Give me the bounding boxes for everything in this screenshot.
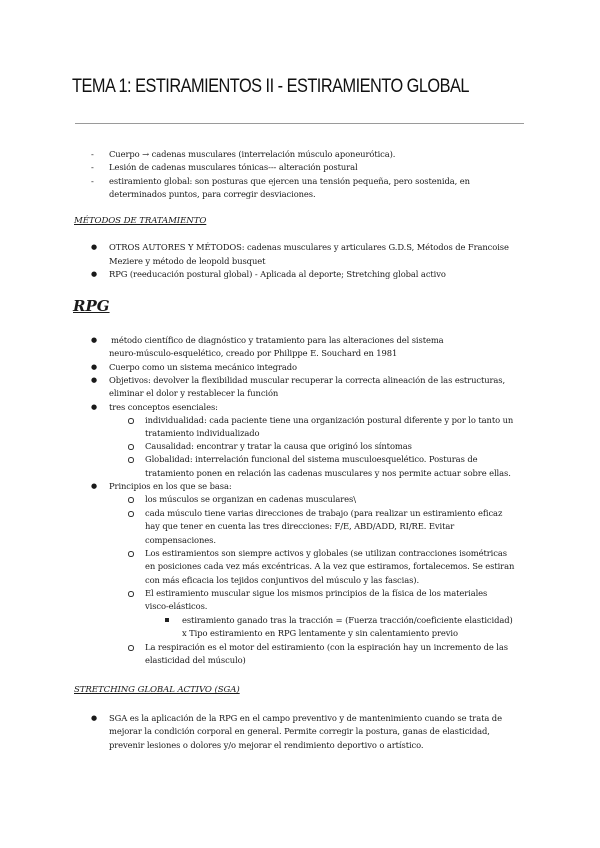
bullet-marker: ● bbox=[91, 363, 98, 371]
sga-line: SGA es la aplicación de la RPG en el campo preventivo y de mantenimiento cuando se trata de bbox=[109, 713, 502, 723]
rpg-line: en posiciones cada vez más excéntricas. A la vez que estiramos, fortalecemos. Se estiran bbox=[145, 561, 515, 571]
metodos-line: Meziere y método de leopold busquet bbox=[109, 256, 266, 266]
sga-line: mejorar la condición corporal en general. Permite corregir la postura, ganas de elasticidad, bbox=[109, 726, 490, 736]
circle-bullet-marker bbox=[128, 551, 134, 557]
rpg-line: estiramiento ganado tras la tracción = (Fuerza tracción/coeficiente elasticidad) bbox=[182, 615, 513, 625]
intro-line: determinados puntos, para corregir desviaciones. bbox=[109, 189, 316, 199]
rpg-line: tres conceptos esenciales: bbox=[109, 402, 218, 412]
rpg-line: método científico de diagnóstico y tratamiento para las alteraciones del sistema bbox=[111, 335, 444, 345]
circle-bullet-marker bbox=[128, 511, 134, 517]
rpg-line: Los estiramientos son siempre activos y globales (se utilizan contracciones isométricas bbox=[145, 548, 507, 558]
rpg-line: los músculos se organizan en cadenas musculares\ bbox=[145, 494, 356, 504]
intro-line: estiramiento global: son posturas que ejercen una tensión pequeña, pero sostenida, en bbox=[109, 176, 470, 186]
metodos-line: RPG (reeducación postural global) - Aplicada al deporte; Stretching global activo bbox=[109, 269, 446, 279]
circle-bullet-marker bbox=[128, 418, 134, 424]
rpg-line: visco-elásticos. bbox=[145, 601, 208, 611]
rpg-line: tratamiento ponen en relación las cadenas musculares y nos permite actuar sobre ellas. bbox=[145, 468, 511, 478]
document-title: TEMA 1: ESTIRAMIENTOS II - ESTIRAMIENTO GLOBAL bbox=[72, 76, 469, 97]
rpg-line: hay que tener en cuenta las tres direcciones: F/E, ABD/ADD, RI/RE. Evitar bbox=[145, 521, 455, 531]
rpg-line: con más eficacia los tejidos conjuntivos del músculo y las fascias). bbox=[145, 575, 420, 585]
section-heading-rpg: RPG bbox=[73, 297, 110, 315]
bullet-marker: ● bbox=[91, 270, 98, 278]
rpg-line: tratamiento individualizado bbox=[145, 428, 260, 438]
bullet-marker: ● bbox=[91, 714, 98, 722]
rpg-line: cada músculo tiene varias direcciones de trabajo (para realizar un estiramiento eficaz bbox=[145, 508, 503, 518]
title-divider bbox=[75, 123, 524, 124]
circle-bullet-marker bbox=[128, 645, 134, 651]
rpg-line: elasticidad del músculo) bbox=[145, 655, 246, 665]
rpg-line: Principios en los que se basa: bbox=[109, 481, 232, 491]
bullet-marker: ● bbox=[91, 482, 98, 490]
intro-line: Lesión de cadenas musculares tónicas--- alteración postural bbox=[109, 162, 358, 172]
dash-marker: - bbox=[91, 149, 94, 159]
sga-line: prevenir lesiones o dolores y/o mejorar el rendimiento deportivo o artístico. bbox=[109, 740, 424, 750]
rpg-line: neuro-músculo-esquelético, creado por Philippe E. Souchard en 1981 bbox=[109, 348, 398, 358]
dash-marker: - bbox=[91, 176, 94, 186]
bullet-marker: ● bbox=[91, 243, 98, 251]
circle-bullet-marker bbox=[128, 444, 134, 450]
square-bullet-marker bbox=[165, 618, 169, 622]
rpg-line: individualidad: cada paciente tiene una organización postural diferente y por lo tanto un bbox=[145, 415, 514, 425]
rpg-line: x Tipo estiramiento en RPG lentamente y sin calentamiento previo bbox=[182, 628, 458, 638]
section-heading-sga: STRETCHING GLOBAL ACTIVO (SGA) bbox=[74, 685, 240, 695]
circle-bullet-marker bbox=[128, 591, 134, 597]
rpg-line: La respiración es el motor del estiramiento (con la espiración hay un incremento de las bbox=[145, 642, 508, 652]
rpg-line: El estiramiento muscular sigue los mismos principios de la física de los materiales bbox=[145, 588, 488, 598]
bullet-marker: ● bbox=[91, 336, 98, 344]
circle-bullet-marker bbox=[128, 457, 134, 463]
intro-line: Cuerpo → cadenas musculares (interrelación músculo aponeurótica). bbox=[109, 149, 396, 159]
metodos-line: OTROS AUTORES Y MÉTODOS: cadenas musculares y articulares G.D.S, Métodos de Francoise bbox=[109, 242, 509, 252]
rpg-line: Causalidad: encontrar y tratar la causa que originó los síntomas bbox=[145, 441, 412, 451]
circle-bullet-marker bbox=[128, 497, 134, 503]
section-heading-metodos: MÉTODOS DE TRATAMIENTO bbox=[74, 216, 207, 226]
rpg-line: Objetivos: devolver la flexibilidad muscular recuperar la correcta alineación de las estructuras, bbox=[109, 375, 506, 385]
rpg-line: eliminar el dolor y restablecer la función bbox=[109, 388, 279, 398]
rpg-line: Globalidad: interrelación funcional del sistema musculoesquelético. Posturas de bbox=[145, 454, 478, 464]
rpg-line: Cuerpo como un sistema mecánico integrado bbox=[109, 362, 297, 372]
bullet-marker: ● bbox=[91, 403, 98, 411]
bullet-marker: ● bbox=[91, 376, 98, 384]
rpg-line: compensaciones. bbox=[145, 535, 216, 545]
dash-marker: - bbox=[91, 162, 94, 172]
